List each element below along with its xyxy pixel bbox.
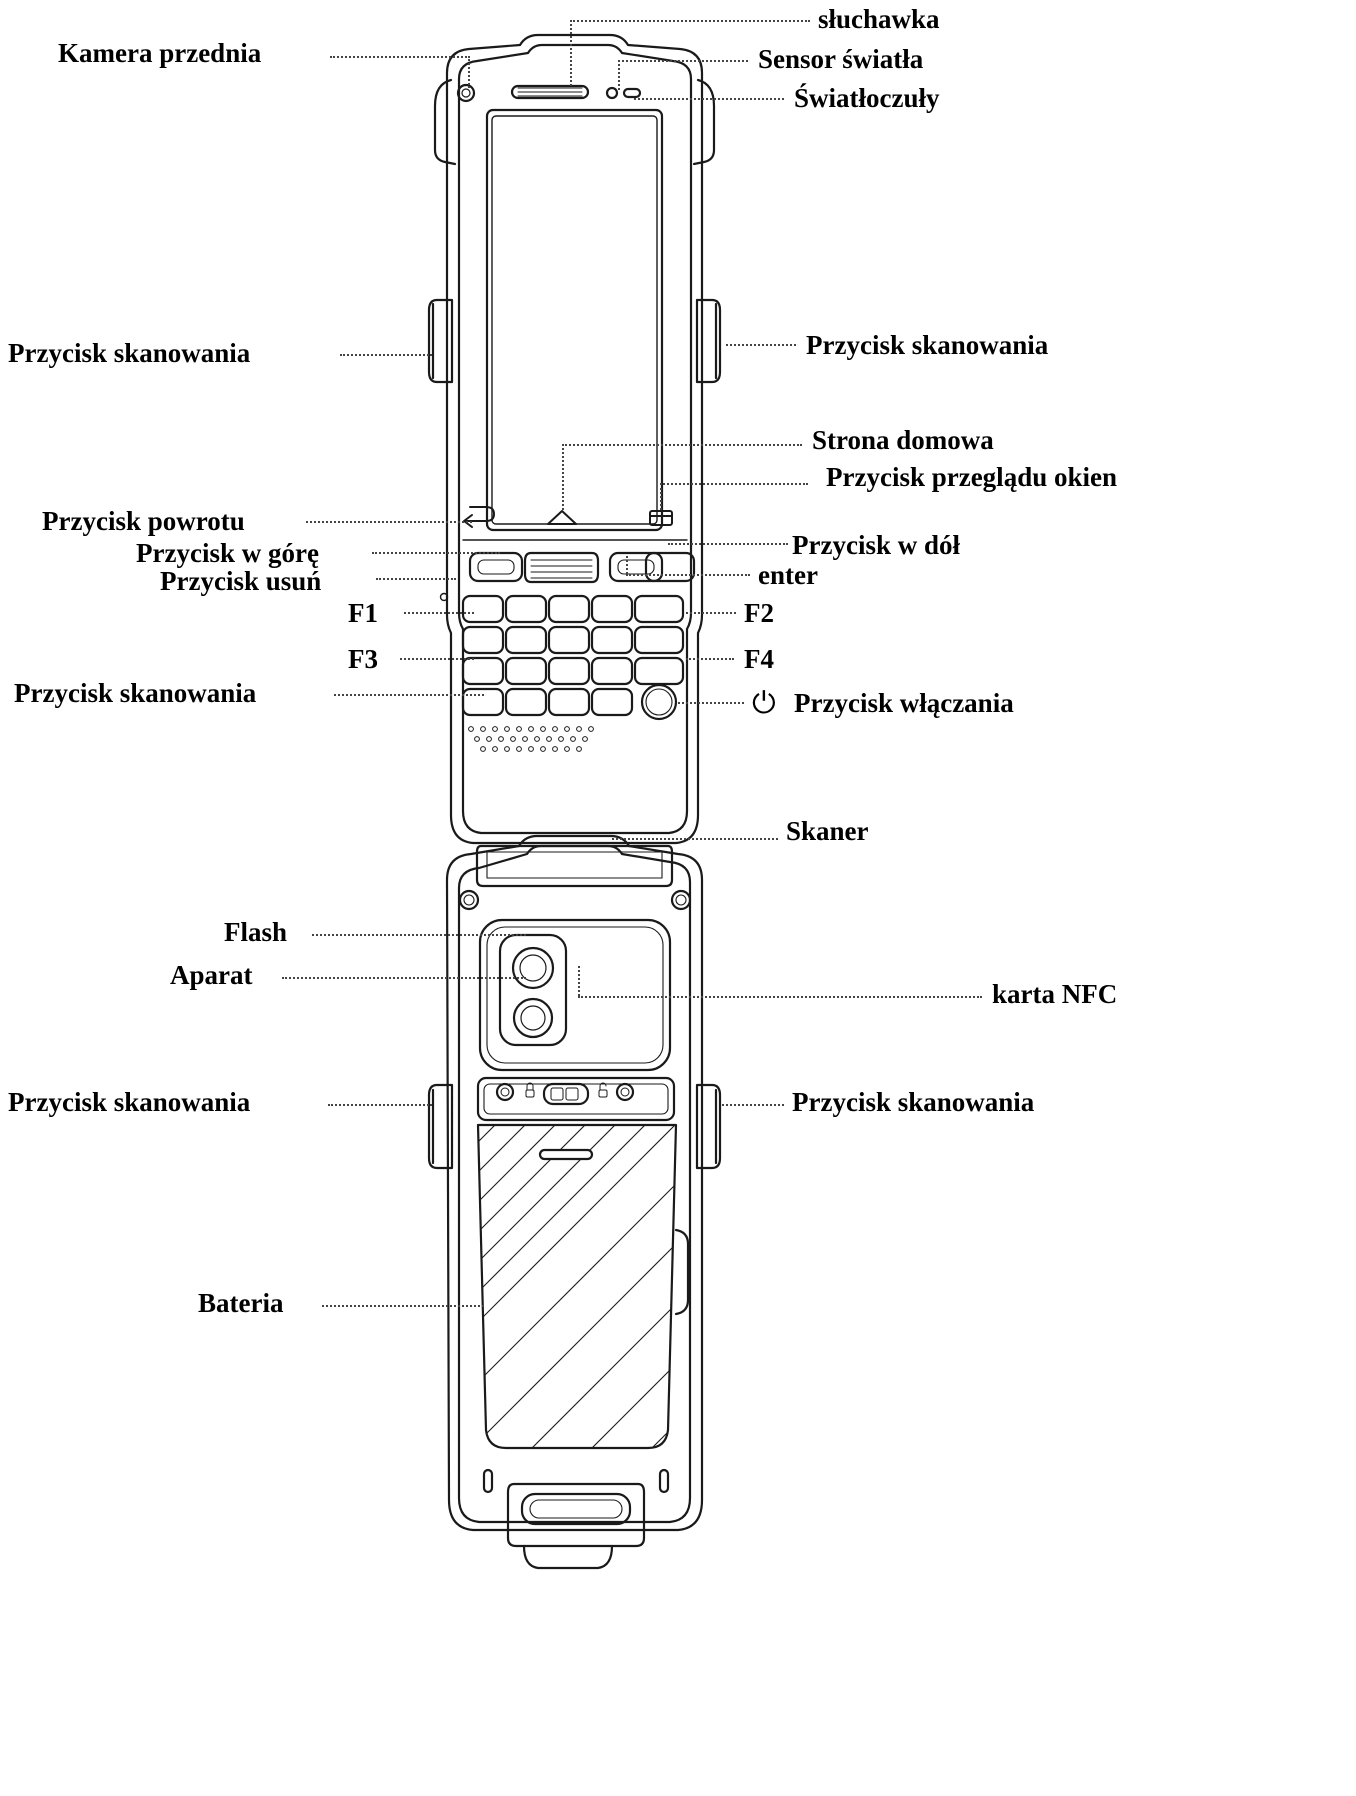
leader-scan-left [340,354,432,356]
leader-nfc [578,996,982,998]
leader-f1 [404,612,474,614]
label-nfc-card: karta NFC [992,979,1118,1009]
leader-home-vert [562,444,564,510]
label-power-button: Przycisk włączania [794,688,1014,718]
leader-recents-vert [660,483,662,510]
label-earpiece: słuchawka [818,4,940,34]
leader-back-scan-left [328,1104,432,1106]
back-view-art [330,836,1040,1680]
leader-recents [660,483,808,485]
label-down-button: Przycisk w dół [792,530,960,560]
leader-up-button [372,552,500,554]
leader-back-button [306,521,472,523]
leader-light-sensor [618,60,748,62]
leader-f2 [686,612,736,614]
leader-enter-vert [626,556,628,574]
label-scan-button-right: Przycisk skanowania [806,330,1049,360]
label-enter: enter [758,560,818,590]
leader-photosensitive [634,98,784,100]
leader-flash [312,934,526,936]
label-up-button: Przycisk w górę [136,538,319,568]
label-photosensitive: Światłoczuły [794,83,940,113]
leader-scan-right [726,344,796,346]
leader-front-camera-vert [468,56,470,88]
leader-nfc-vert [578,966,580,996]
label-back-scan-left: Przycisk skanowania [8,1087,251,1117]
leader-f3 [400,658,474,660]
leader-earpiece [570,20,810,22]
leader-down-button [668,543,788,545]
leader-power [678,702,744,704]
label-scan-button-left: Przycisk skanowania [8,338,251,368]
leader-f4 [686,658,734,660]
label-scanner: Skaner [786,816,869,846]
leader-scan-bottom [334,694,484,696]
leader-back-scan-right [722,1104,784,1106]
label-back-scan-right: Przycisk skanowania [792,1087,1035,1117]
leader-delete [376,578,456,580]
leader-enter [626,574,750,576]
label-back-button: Przycisk powrotu [42,506,245,536]
front-view-art [429,35,720,843]
label-f1: F1 [348,598,378,628]
label-delete-button: Przycisk usuń [160,566,322,596]
label-battery: Bateria [198,1288,284,1318]
label-f3: F3 [348,644,378,674]
label-camera: Aparat [170,960,253,990]
label-f4: F4 [744,644,774,674]
leader-camera [282,977,526,979]
label-f2: F2 [744,598,774,628]
leader-earpiece-vert [570,20,572,86]
leader-scanner [612,838,778,840]
leader-home [562,444,802,446]
leader-front-camera [330,56,470,58]
label-home: Strona domowa [812,425,994,455]
label-recent-apps: Przycisk przeglądu okien [826,462,1117,492]
label-light-sensor: Sensor światła [758,44,924,74]
leader-light-sensor-vert [618,60,620,90]
power-icon: ⏻ [752,686,776,721]
label-flash: Flash [224,917,288,947]
label-front-camera: Kamera przednia [58,38,262,68]
leader-battery [322,1305,484,1307]
label-scan-button-bottom: Przycisk skanowania [14,678,257,708]
